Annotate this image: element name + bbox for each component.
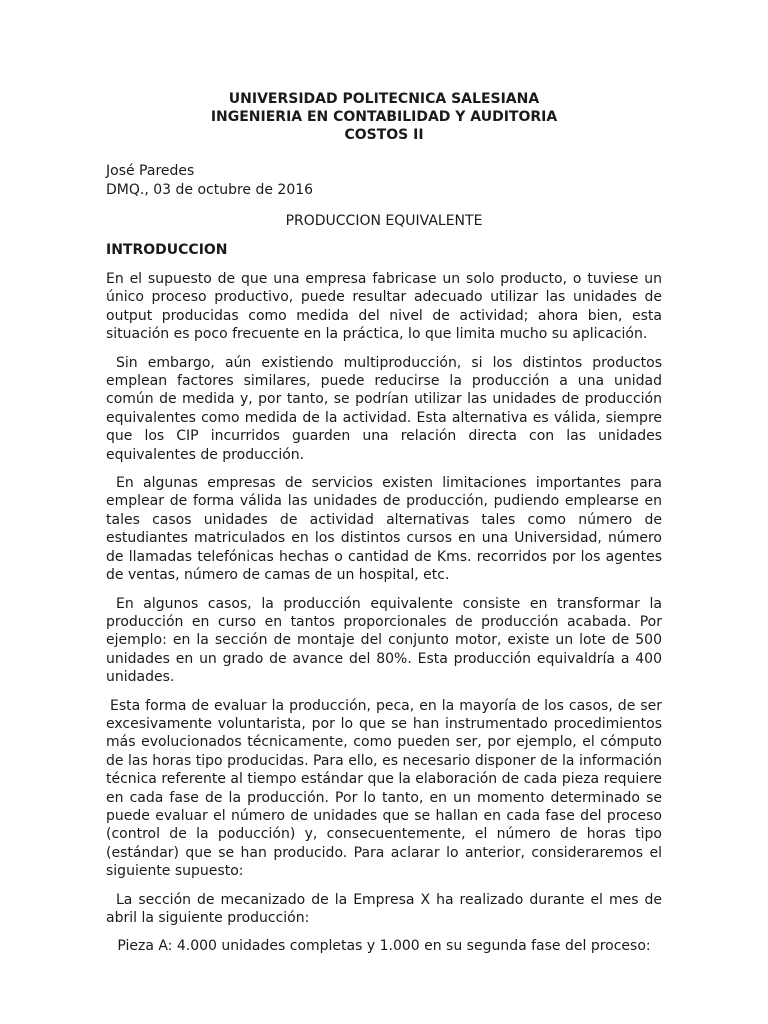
paragraph-4: En algunos casos, la producción equivalente consiste en transformar la producción en curso en tantos proporcionales de producción acabada. Por ejemplo: en la sección de montaje del conjunto motor, existe un lote de 500 unidades en un grado de avance del 80%. Esta producción equivaldría a 400 unidades. [106,595,662,686]
paragraph-7: Pieza A: 4.000 unidades completas y 1.000 en su segunda fase del proceso: [117,938,651,955]
paragraph-6: La sección de mecanizado de la Empresa X ha realizado durante el mes de abril la siguiente producción: [106,891,662,926]
university-name: UNIVERSIDAD POLITECNICA SALESIANA [228,91,540,107]
document-header [106,90,662,144]
paragraph-2: Sin embargo, aún existiendo multiproducción, si los distintos productos emplean factores similares, puede reducirse la producción a una unidad común de medida y, por tanto, se podrían utilizar las unidades de producción equivalentes como medida de la actividad. Esta alternativa es válida, siempre que los CIP incurridos guarden una relación directa con las unidades equivalentes de producción. [106,354,662,463]
document-title: PRODUCCION EQUIVALENTE [285,213,483,229]
document-date: DMQ., 03 de octubre de 2016 [106,182,314,198]
document-page [106,90,662,956]
paragraph-5: Esta forma de evaluar la producción, peca, en la mayoría de los casos, de ser excesivamente voluntarista, por lo que se han instrumentado procedimientos más evolucionados técnicamente, como pueden ser, por ejemplo, el cómputo de las horas tipo producidas. Para ello, es necesario disponer de la información técnica referente al tiempo estándar que la elaboración de cada pieza requiere en cada fase de la producción. Por lo tanto, en un momento determinado se puede evaluar el número de unidades que se hallan en cada fase del proceso (control de la poducción) y, consecuentemente, el número de horas tipo (estándar) que se han producido. Para aclarar lo anterior, consideraremos el siguiente supuesto: [106,697,662,880]
paragraph-3: En algunas empresas de servicios existen limitaciones importantes para emplear de forma válida las unidades de producción, pudiendo emplearse en tales casos unidades de actividad alternativas tales como número de estudiantes matriculados en los distintos cursos en una Universidad, número de llamadas telefónicas hechas o cantidad de Kms. recorridos por los agentes de ventas, número de camas de un hospital, etc. [106,475,662,584]
document-meta [106,162,662,200]
course-name: COSTOS II [344,127,424,143]
section-heading: INTRODUCCION [106,242,228,258]
paragraph-1: En el supuesto de que una empresa fabricase un solo producto, o tuviese un único proceso productivo, puede resultar adecuado utilizar las unidades de output producidas como medida del nivel de actividad; ahora bien, esta situación es poco frecuente en la práctica, lo que limita mucho su aplicación. [106,271,662,343]
program-name: INGENIERIA EN CONTABILIDAD Y AUDITORIA [210,109,558,125]
author-name: José Paredes [106,163,195,179]
